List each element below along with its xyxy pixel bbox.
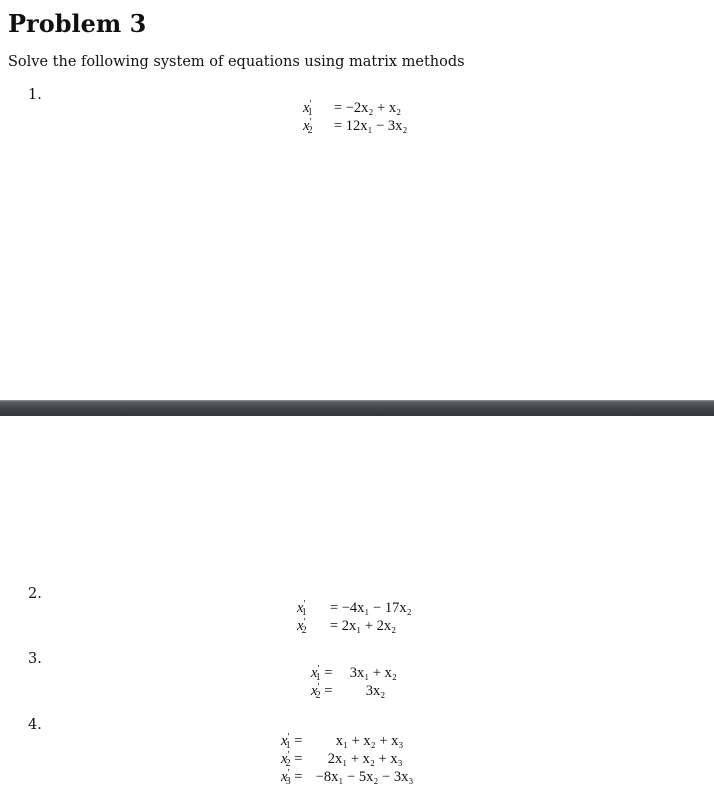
- equation-lhs: $x'_1$: [311, 664, 321, 683]
- problem-2-equation-2: [297, 618, 396, 635]
- problem-2-number: 2.: [28, 586, 42, 602]
- equation-relation: =: [294, 751, 303, 767]
- problem-2-equation-1: [297, 600, 412, 617]
- equation-relation: =: [294, 769, 303, 785]
- equation-rhs: 2x₁ + 2x₂: [341, 618, 397, 634]
- equation-relation: =: [329, 618, 339, 634]
- equation-rhs: 2x₁ + x₂ + x₃: [327, 751, 403, 767]
- equation-lhs: $x'_3$: [281, 768, 291, 787]
- equation-rhs: 12x₁ − 3x₂: [345, 118, 408, 134]
- equation-rhs: −8x₁ − 5x₂ − 3x₃: [315, 769, 414, 785]
- equation-relation: =: [324, 683, 333, 699]
- equation-lhs: $x'_2$: [311, 682, 321, 701]
- problem-3-equation-1: [311, 665, 397, 682]
- page-divider-bar: [0, 400, 714, 416]
- instructions-text: Solve the following system of equations using matrix methods: [8, 54, 465, 70]
- problem-1-equation-1: [303, 100, 401, 117]
- problem-4-equation-1: [281, 733, 403, 750]
- equation-lhs: $x'_2$: [281, 750, 291, 769]
- equation-rhs: −4x₁ − 17x₂: [341, 600, 412, 616]
- equation-lhs: $x'_2$: [303, 117, 313, 136]
- equation-rhs: 3x₂: [365, 683, 386, 699]
- problem-4-number: 4.: [28, 717, 42, 733]
- equation-relation: =: [333, 100, 343, 116]
- equation-lhs: $x'_1$: [281, 732, 291, 751]
- page-title: Problem 3: [8, 9, 147, 38]
- problem-3-number: 3.: [28, 651, 42, 667]
- equation-relation: =: [329, 600, 339, 616]
- equation-rhs: −2x₂ + x₂: [345, 100, 402, 116]
- equation-relation: =: [324, 665, 333, 681]
- equation-lhs: $x'_1$: [297, 599, 307, 618]
- problem-4-equation-3: [281, 769, 413, 786]
- equation-lhs: $x'_1$: [303, 99, 313, 118]
- equation-rhs: 3x₁ + x₂: [349, 665, 397, 681]
- equation-relation: =: [333, 118, 343, 134]
- equation-relation: =: [294, 733, 303, 749]
- equation-rhs: x₁ + x₂ + x₃: [335, 733, 404, 749]
- problem-3-equation-2: [311, 683, 385, 700]
- problem-4-equation-2: [281, 751, 403, 768]
- equation-lhs: $x'_2$: [297, 617, 307, 636]
- problem-1-equation-2: [303, 118, 407, 135]
- problem-1-number: 1.: [28, 87, 42, 103]
